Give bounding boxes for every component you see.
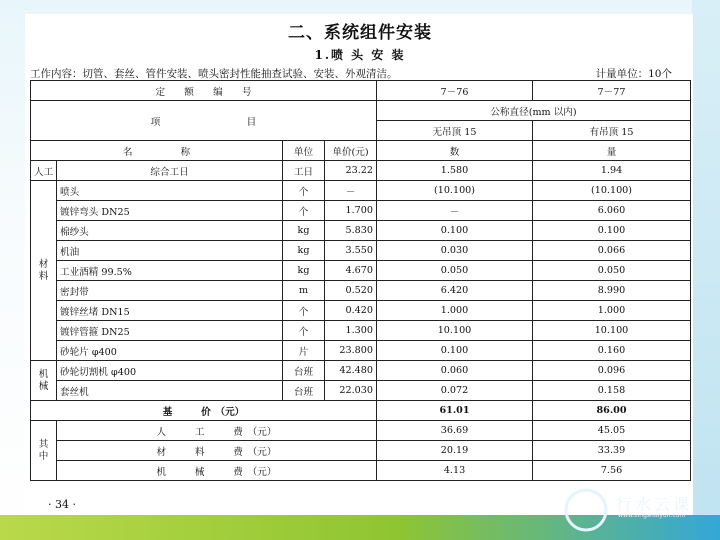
material-b: 0.160 (533, 341, 691, 361)
among-group: 其 中 (31, 421, 57, 481)
material-name: 镀锌弯头 DN25 (57, 201, 283, 221)
code-a: 7－76 (377, 81, 533, 101)
measure-unit: 计量单位：10个 (595, 68, 672, 80)
material-row (31, 321, 691, 341)
material-name: 工业酒精 99.5% (57, 261, 283, 281)
among-label: 人 工 费 （元） (57, 421, 377, 441)
qty-label-a: 数 (377, 141, 533, 161)
col-b: 有吊顶 15 (533, 121, 691, 141)
material-row (31, 301, 691, 321)
material-unit: 个 (283, 301, 325, 321)
among-a: 36.69 (377, 421, 533, 441)
material-a: 0.030 (377, 241, 533, 261)
material-unit: kg (283, 241, 325, 261)
quota-table (30, 80, 691, 481)
among-b: 33.39 (533, 441, 691, 461)
labor-name: 综合工日 (57, 161, 283, 181)
among-row (31, 421, 691, 441)
material-unit: kg (283, 261, 325, 281)
item-label: 项 目 (31, 101, 377, 141)
machine-a: 0.060 (377, 361, 533, 381)
labor-a: 1.580 (377, 161, 533, 181)
among-a: 20.19 (377, 441, 533, 461)
labor-b: 1.94 (533, 161, 691, 181)
material-name: 密封带 (57, 281, 283, 301)
material-name: 砂轮片 φ400 (57, 341, 283, 361)
material-unit: m (283, 281, 325, 301)
among-row (31, 441, 691, 461)
machine-price: 22.030 (325, 381, 377, 401)
col-a: 无吊顶 15 (377, 121, 533, 141)
material-name: 机油 (57, 241, 283, 261)
page-number: · 34 · (48, 498, 76, 511)
material-price: 0.420 (325, 301, 377, 321)
labor-row (31, 161, 691, 181)
machine-row (31, 361, 691, 381)
base-a: 61.01 (377, 401, 533, 421)
machine-name: 砂轮切割机 φ400 (57, 361, 283, 381)
material-unit: 个 (283, 201, 325, 221)
machine-group: 机 械 (31, 361, 57, 401)
qty-label-b: 量 (533, 141, 691, 161)
among-label: 材 料 费 （元） (57, 441, 377, 461)
machine-b: 0.158 (533, 381, 691, 401)
material-name: 镀锌丝堵 DN15 (57, 301, 283, 321)
among-a: 4.13 (377, 461, 533, 481)
material-b: 6.060 (533, 201, 691, 221)
material-a: 0.100 (377, 221, 533, 241)
among-b: 45.05 (533, 421, 691, 441)
logo-url: www.xingshuiyun.com (618, 512, 686, 519)
material-price: 23.800 (325, 341, 377, 361)
material-b: (10.100) (533, 181, 691, 201)
work-content: 工作内容：切管、套丝、管件安装、喷头密封性能抽查试验、安装、外观清洁。 (30, 68, 398, 80)
material-row (31, 341, 691, 361)
material-price: 1.300 (325, 321, 377, 341)
material-row (31, 241, 691, 261)
material-price: 3.550 (325, 241, 377, 261)
material-price: － (325, 181, 377, 201)
material-unit: 个 (283, 321, 325, 341)
material-b: 10.100 (533, 321, 691, 341)
unit-label: 单位 (283, 141, 325, 161)
logo-text: 行水云课 (616, 495, 693, 514)
base-price-row (31, 401, 691, 421)
material-a: 6.420 (377, 281, 533, 301)
among-b: 7.56 (533, 461, 691, 481)
material-b: 0.100 (533, 221, 691, 241)
material-name: 喷头 (57, 181, 283, 201)
material-price: 5.830 (325, 221, 377, 241)
base-b: 86.00 (533, 401, 691, 421)
among-row (31, 461, 691, 481)
among-label: 机 械 费 （元） (57, 461, 377, 481)
material-price: 0.520 (325, 281, 377, 301)
material-row (31, 181, 691, 201)
base-label: 基 价 （元） (31, 401, 377, 421)
document-title: 二、系统组件安装 (288, 23, 432, 43)
material-row (31, 201, 691, 221)
material-a: (10.100) (377, 181, 533, 201)
material-b: 8.990 (533, 281, 691, 301)
param-label: 公称直径(mm 以内) (377, 101, 691, 121)
labor-price: 23.22 (325, 161, 377, 181)
section-title: 1.喷 头 安 装 (314, 48, 406, 62)
material-row (31, 221, 691, 241)
material-a: 0.050 (377, 261, 533, 281)
machine-name: 套丝机 (57, 381, 283, 401)
price-label: 单价(元) (325, 141, 377, 161)
machine-unit: 台班 (283, 361, 325, 381)
material-unit: 个 (283, 181, 325, 201)
material-row (31, 261, 691, 281)
machine-unit: 台班 (283, 381, 325, 401)
name-label: 名 称 (31, 141, 283, 161)
material-b: 1.000 (533, 301, 691, 321)
material-name: 镀锌管箍 DN25 (57, 321, 283, 341)
material-a: 0.100 (377, 341, 533, 361)
material-a: － (377, 201, 533, 221)
material-a: 1.000 (377, 301, 533, 321)
material-b: 0.050 (533, 261, 691, 281)
material-price: 4.670 (325, 261, 377, 281)
header-row-code (31, 81, 691, 101)
header-row-param (31, 101, 691, 121)
labor-group: 人工 (31, 161, 57, 181)
code-b: 7－77 (533, 81, 691, 101)
labor-unit: 工日 (283, 161, 325, 181)
machine-b: 0.096 (533, 361, 691, 381)
code-label: 定 额 编 号 (31, 81, 377, 101)
material-price: 1.700 (325, 201, 377, 221)
material-b: 0.066 (533, 241, 691, 261)
material-a: 10.100 (377, 321, 533, 341)
machine-a: 0.072 (377, 381, 533, 401)
machine-row (31, 381, 691, 401)
material-unit: kg (283, 221, 325, 241)
material-name: 棉纱头 (57, 221, 283, 241)
material-unit: 片 (283, 341, 325, 361)
slide-right-band (692, 0, 720, 540)
material-row (31, 281, 691, 301)
header-row-names (31, 141, 691, 161)
machine-price: 42.480 (325, 361, 377, 381)
material-group: 材 料 (31, 181, 57, 361)
